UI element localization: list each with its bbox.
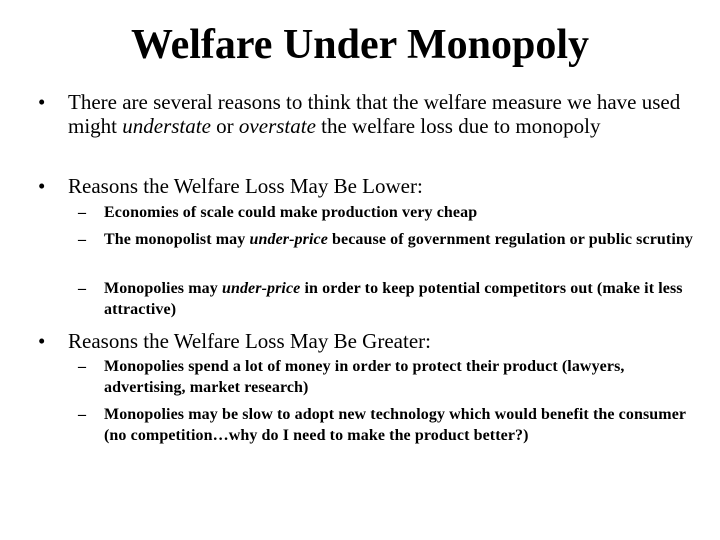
slide-title: Welfare Under Monopoly [130,22,590,68]
emphasis-under-price: under-price [249,231,328,248]
bullet-text-part: There are several reasons to think that the welfare measure we have used might [68,90,681,138]
sub-bullet-competitors [78,278,694,320]
sub-bullet-text: Economies of scale could make production very cheap [104,204,478,221]
emphasis-understate: understate [122,114,211,138]
sub-bullet-regulation [78,229,694,250]
sub-bullet-text: in order to keep potential competitors out (make it less attractive) [104,280,683,318]
sub-bullet-text: Monopolies may be slow to adopt new technology which would benefit the consumer (no competition…why do I need to make the product better?) [104,406,686,444]
dash-mark: – [78,204,87,221]
sub-bullet-protect-product [78,356,694,398]
bullet-heading-lower: Reasons the Welfare Loss May Be Lower: [68,174,423,198]
bullet-loss-lower [38,174,688,198]
sub-bullet-text: Monopolies spend a lot of money in order to protect their product (lawyers, advertising, market research) [104,358,625,396]
sub-bullet-text: because of government regulation or public scrutiny [327,231,693,248]
sub-bullet-text: Monopolies may [104,280,222,297]
emphasis-under-price: under-price [221,280,301,297]
dash-mark: – [78,406,87,423]
dash-mark: – [78,280,87,297]
sub-bullet-slow-technology [78,404,694,446]
sub-bullet-text: The monopolist may [104,231,250,248]
sub-bullet-economies-of-scale [78,202,694,223]
bullet-text-part: or [210,114,239,138]
bullet-understate-overstate [38,90,688,138]
emphasis-overstate: overstate [238,114,316,138]
bullet-mark: • [38,174,46,198]
bullet-mark: • [38,90,46,114]
bullet-heading-greater: Reasons the Welfare Loss May Be Greater: [68,329,431,353]
bullet-loss-greater [38,329,688,353]
dash-mark: – [78,231,87,248]
bullet-text-part: the welfare loss due to monopoly [315,114,601,138]
dash-mark: – [78,358,87,375]
bullet-mark: • [38,329,46,353]
